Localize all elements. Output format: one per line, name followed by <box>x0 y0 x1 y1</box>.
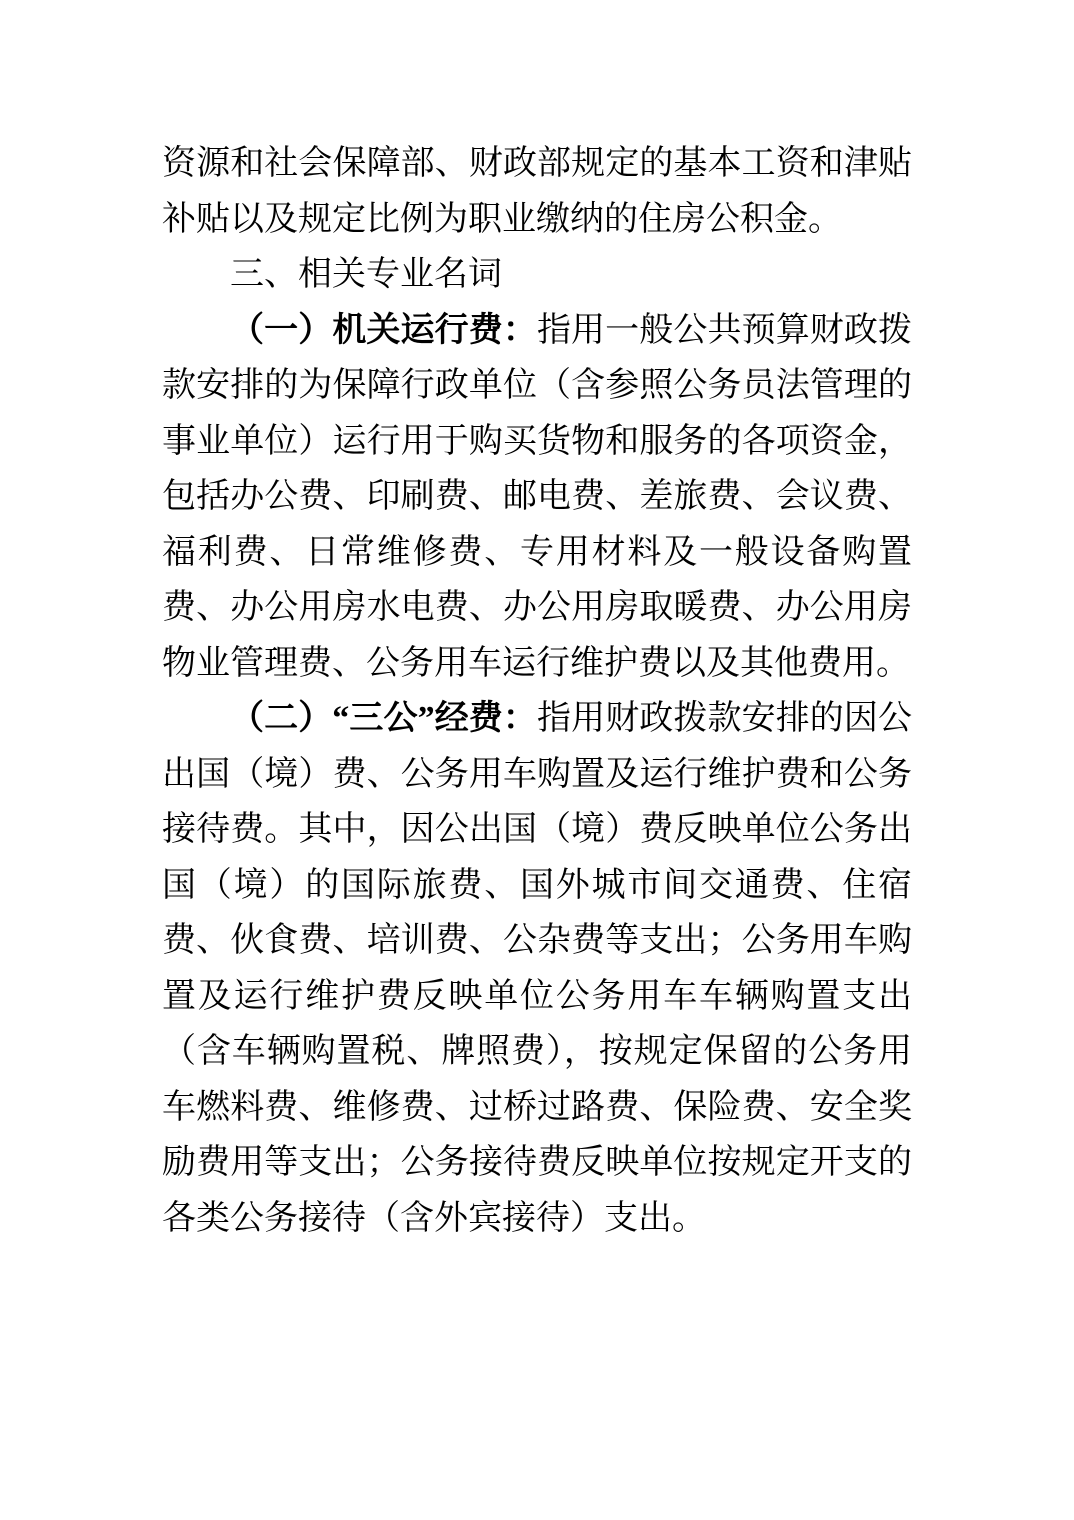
paragraph-continuation: 资源和社会保障部、财政部规定的基本工资和津贴补贴以及规定比例为职业缴纳的住房公积金。 <box>162 145 912 238</box>
term-1-lead: （一）机关运行费： <box>230 311 537 349</box>
term-paragraph-2 <box>162 691 912 1246</box>
term-2-body: 指用财政拨款安排的因公出国（境）费、公务用车购置及运行维护费和公务接待费。其中，因公出国（境）费反映单位公务出国（境）的国际旅费、国外城市间交通费、住宿费、伙食费、培训费、公杂费等支出；公务用车购置及运行维护费反映单位公务用车车辆购置支出（含车辆购置税、牌照费），按规定保留的公务用车燃料费、维修费、过桥过路费、保险费、安全奖励费用等支出；公务接待费反映单位按规定开支的各类公务接待（含外宾接待）支出。 <box>162 700 912 1237</box>
text-block <box>162 136 912 1246</box>
term-2-lead: （二）“三公”经费： <box>230 700 537 737</box>
term-1-body: 指用一般公共预算财政拨款安排的为保障行政单位（含参照公务员法管理的事业单位）运行用于购买货物和服务的各项资金，包括办公费、印刷费、邮电费、差旅费、会议费、福利费、日常维修费、专用材料及一般设备购置费、办公用房水电费、办公用房取暖费、办公用房物业管理费、公务用车运行维护费以及其他费用。 <box>162 311 913 682</box>
term-paragraph-1 <box>162 303 912 692</box>
section-heading: 三、相关专业名词 <box>230 255 502 293</box>
